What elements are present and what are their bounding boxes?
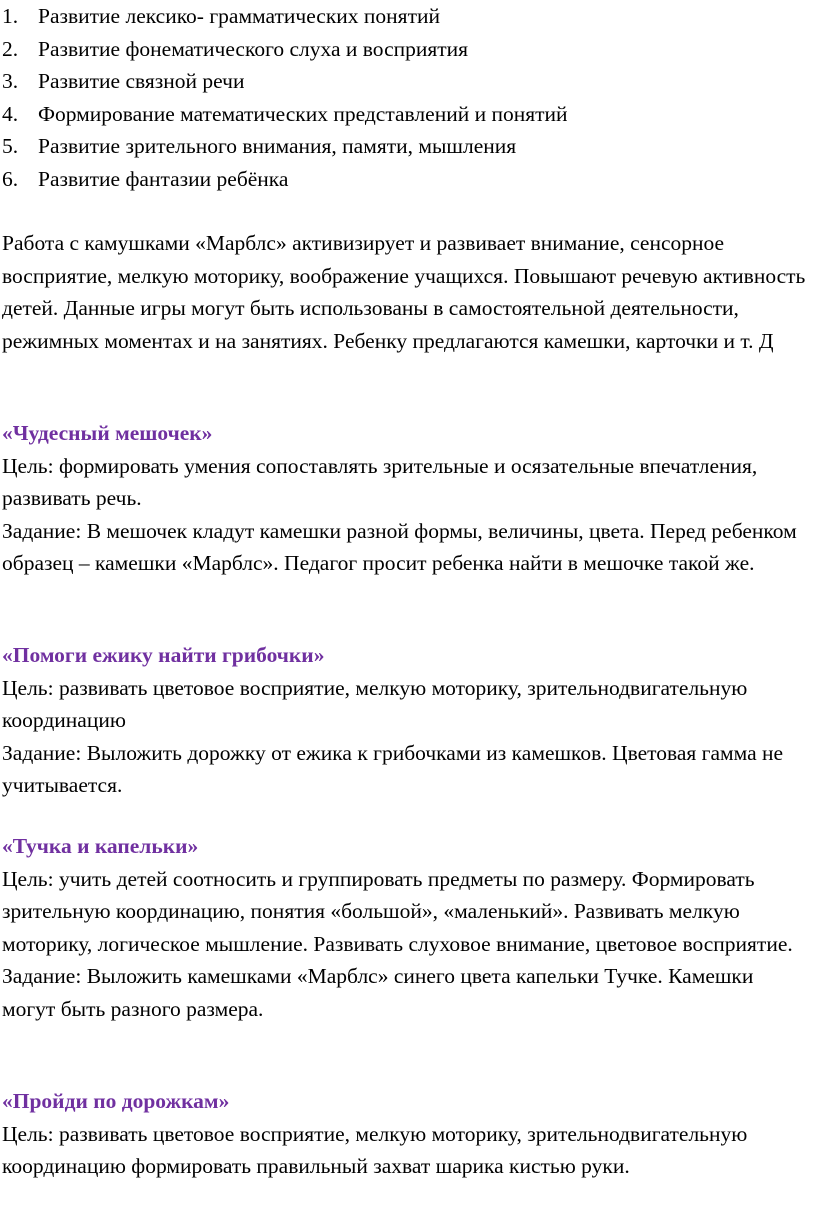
intro-section [2,227,808,357]
game-goal: Цель: развивать цветовое восприятие, мелкую моторику, зрительнодвигательную координацию формировать правильный захват шарика кистью руки. [2,1121,748,1178]
game-section-paths [2,1085,808,1183]
goals-list [2,0,568,195]
list-text: Развитие лексико- грамматических понятий [38,4,440,28]
game-title: «Чудесный мешочек» [2,421,213,445]
list-item [2,65,568,98]
game-task: Задание: Выложить камешками «Марблс» синего цвета капельки Тучке. Камешки могут быть разного размера. [2,964,754,1021]
intro-paragraph: Работа с камушками «Марблс» активизирует и развивает внимание, сенсорное восприятие, мелкую моторику, воображение учащихся. Повышают речевую активность детей. Данные игры могут быть использованы в самостоятельной деятельности, режимных моментах и на занятиях. Ребенку предлагаются камешки, карточки и т. Д [2,231,806,353]
list-item [2,98,568,131]
list-item [2,33,568,66]
list-item [2,0,568,33]
game-task: Задание: В мешочек кладут камешки разной формы, величины, цвета. Перед ребенком образец – камешки «Марблс». Педагог просит ребенка найти в мешочке такой же. [2,518,797,575]
game-section-hedgehog [2,639,808,802]
list-number: 1. [2,4,19,28]
list-item [2,163,568,196]
game-section-cloud-drops [2,830,808,1025]
game-goal: Цель: учить детей соотносить и группировать предметы по размеру. Формировать зрительную координацию, понятия «большой», «маленький». Развивать мелкую моторику, логическое мышление. Развивать слуховое внимание, цветовое восприятие. [2,866,793,956]
game-title: «Помоги ежику найти грибочки» [2,643,325,667]
list-text: Развитие зрительного внимания, памяти, мышления [38,134,517,158]
game-section-wonder-bag [2,417,808,580]
list-text: Формирование математических представлений и понятий [38,101,568,126]
game-title: «Пройди по дорожкам» [2,1089,230,1113]
list-number: 3. [2,69,19,93]
list-text: Развитие связной речи [38,69,245,93]
game-task: Задание: Выложить дорожку от ежика к грибочками из камешков. Цветовая гамма не учитывается. [2,740,784,797]
list-item [2,130,568,163]
list-number: 2. [2,36,19,61]
list-text: Развитие фонематического слуха и восприятия [38,36,469,61]
list-number: 5. [2,134,19,158]
list-text: Развитие фантазии ребёнка [38,166,289,191]
game-goal: Цель: формировать умения сопоставлять зрительные и осязательные впечатления, развивать речь. [2,453,758,510]
game-title: «Тучка и капельки» [2,834,199,858]
list-number: 4. [2,101,19,126]
game-goal: Цель: развивать цветовое восприятие, мелкую моторику, зрительнодвигательную координацию [2,675,748,732]
list-number: 6. [2,166,19,191]
